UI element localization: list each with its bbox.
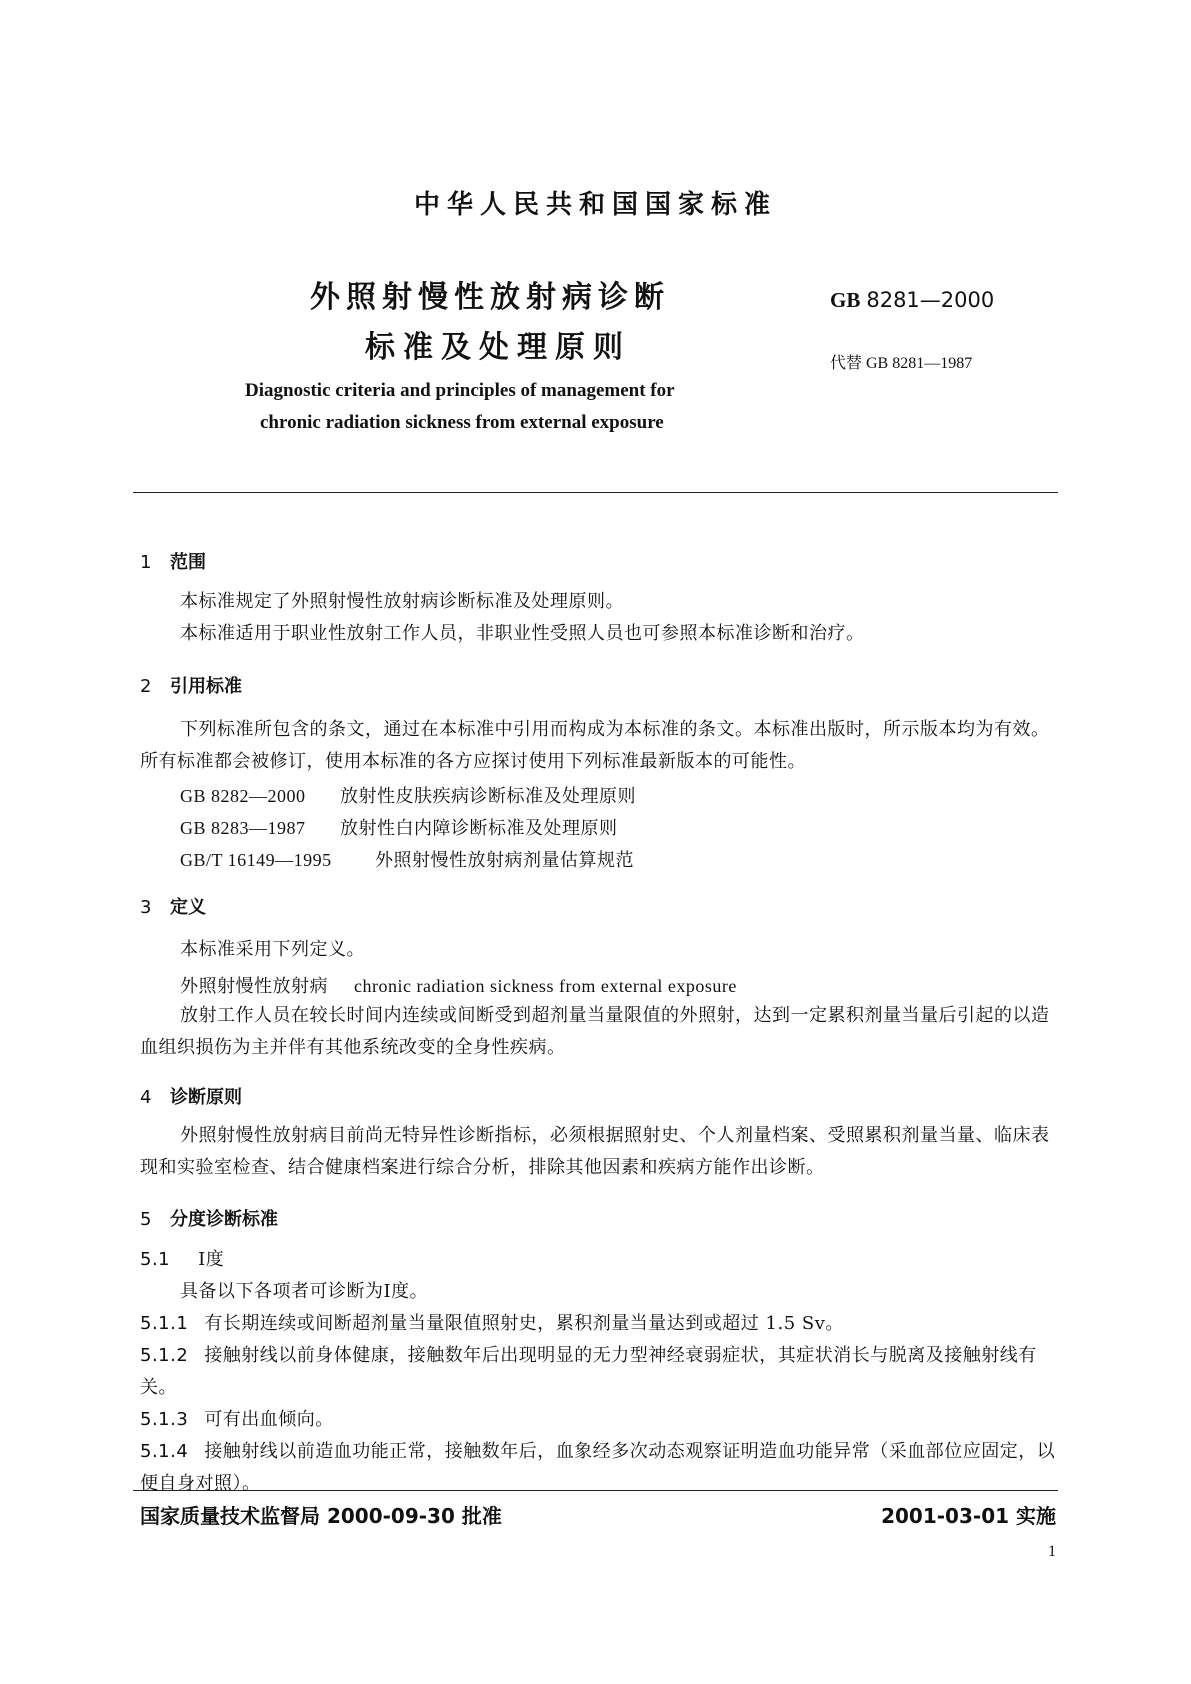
section-1-paragraph-2: 本标准适用于职业性放射工作人员，非职业性受照人员也可参照本标准诊断和治疗。 — [180, 623, 865, 644]
reference-code: GB/T 16149—1995 — [180, 850, 332, 870]
gb-number — [830, 288, 994, 313]
section-title: 诊断原则 — [170, 1087, 242, 1108]
clause-text: 接触射线以前身体健康，接触数年后出现明显的无力型神经衰弱症状，其症状消长与脱离及接触射线有关。 — [140, 1345, 1037, 1398]
reference-code: GB 8283—1987 — [180, 818, 306, 838]
subsection-heading — [140, 1244, 1058, 1276]
section-title: 分度诊断标准 — [170, 1209, 278, 1230]
clause-number: 5.1.2 — [140, 1345, 189, 1366]
clause-item — [140, 1340, 1058, 1404]
subsection-intro: 具备以下各项者可诊断为Ⅰ度。 — [180, 1281, 429, 1302]
title-en-line2: chronic radiation sickness from external exposure — [260, 412, 664, 433]
section-1-paragraph-1: 本标准规定了外照射慢性放射病诊断标准及处理原则。 — [180, 591, 624, 612]
section-4-heading — [140, 1083, 242, 1109]
section-2-heading — [140, 672, 242, 698]
reference-item — [180, 814, 618, 840]
section-4-paragraph-1: 外照射慢性放射病目前尚无特异性诊断指标，必须根据照射史、个人剂量档案、受照累积剂量当量、临床表现和实验室检查、结合健康档案进行综合分析，排除其他因素和疾病方能作出诊断。 — [140, 1125, 1050, 1178]
section-3-heading — [140, 893, 206, 919]
subsection-title: Ⅰ度 — [198, 1249, 225, 1270]
subsection-number: 5.1 — [140, 1249, 171, 1270]
term-zh: 外照射慢性放射病 — [180, 976, 328, 997]
section-3-paragraph-2: 放射工作人员在较长时间内连续或间断受到超剂量当量限值的外照射，达到一定累积剂量当量后引起的以造血组织损伤为主并伴有其他系统改变的全身性疾病。 — [140, 1005, 1050, 1058]
reference-item — [180, 782, 636, 808]
title-en-line1: Diagnostic criteria and principles of management for — [245, 380, 675, 401]
bottom-divider — [133, 1490, 1058, 1491]
definition-term — [180, 972, 737, 998]
approval-note: 国家质量技术监督局 2000-09-30 批准 — [140, 1504, 502, 1528]
section-title: 引用标准 — [170, 676, 242, 697]
section-1-heading — [140, 548, 206, 574]
clause-item — [140, 1308, 1058, 1340]
page-number: 1 — [1048, 1543, 1056, 1560]
section-title: 定义 — [170, 897, 206, 918]
term-en: chronic radiation sickness from external exposure — [354, 976, 737, 996]
reference-item — [180, 846, 634, 872]
replaces-note: 代替 GB 8281—1987 — [830, 355, 973, 372]
top-divider — [133, 492, 1058, 493]
section-number: 2 — [140, 676, 152, 697]
clause-number: 5.1.3 — [140, 1409, 189, 1430]
gb-prefix: GB — [830, 288, 861, 312]
clause-number: 5.1.1 — [140, 1313, 189, 1334]
clause-text: 有长期连续或间断超剂量当量限值照射史，累积剂量当量达到或超过 1.5 Sv。 — [204, 1313, 844, 1334]
title-zh-line2: 标准及处理原则 — [365, 330, 631, 365]
section-3-paragraph-1: 本标准采用下列定义。 — [180, 939, 365, 960]
reference-title: 放射性白内障诊断标准及处理原则 — [340, 818, 618, 839]
section-5-heading — [140, 1205, 278, 1231]
gb-code: 8281—2000 — [866, 288, 995, 312]
section-title: 范围 — [170, 552, 206, 573]
reference-title: 外照射慢性放射病剂量估算规范 — [375, 850, 634, 871]
title-zh-line1: 外照射慢性放射病诊断 — [310, 280, 670, 315]
standard-heading: 中华人民共和国国家标准 — [413, 190, 777, 220]
section-number: 4 — [140, 1087, 152, 1108]
effective-date: 2001-03-01 实施 — [881, 1504, 1056, 1528]
reference-title: 放射性皮肤疾病诊断标准及处理原则 — [340, 786, 636, 807]
section-number: 3 — [140, 897, 152, 918]
clause-text: 可有出血倾向。 — [204, 1409, 334, 1430]
clause-number: 5.1.4 — [140, 1441, 189, 1462]
clause-item — [140, 1404, 1058, 1436]
reference-code: GB 8282—2000 — [180, 786, 306, 806]
section-number: 5 — [140, 1209, 152, 1230]
section-2-paragraph-1: 下列标准所包含的条文，通过在本标准中引用而构成为本标准的条文。本标准出版时，所示版本均为有效。所有标准都会被修订，使用本标准的各方应探讨使用下列标准最新版本的可能性。 — [140, 719, 1050, 772]
section-number: 1 — [140, 552, 152, 573]
clause-text: 接触射线以前造血功能正常，接触数年后，血象经多次动态观察证明造血功能异常（采血部位应固定，以便自身对照）。 — [140, 1441, 1056, 1494]
